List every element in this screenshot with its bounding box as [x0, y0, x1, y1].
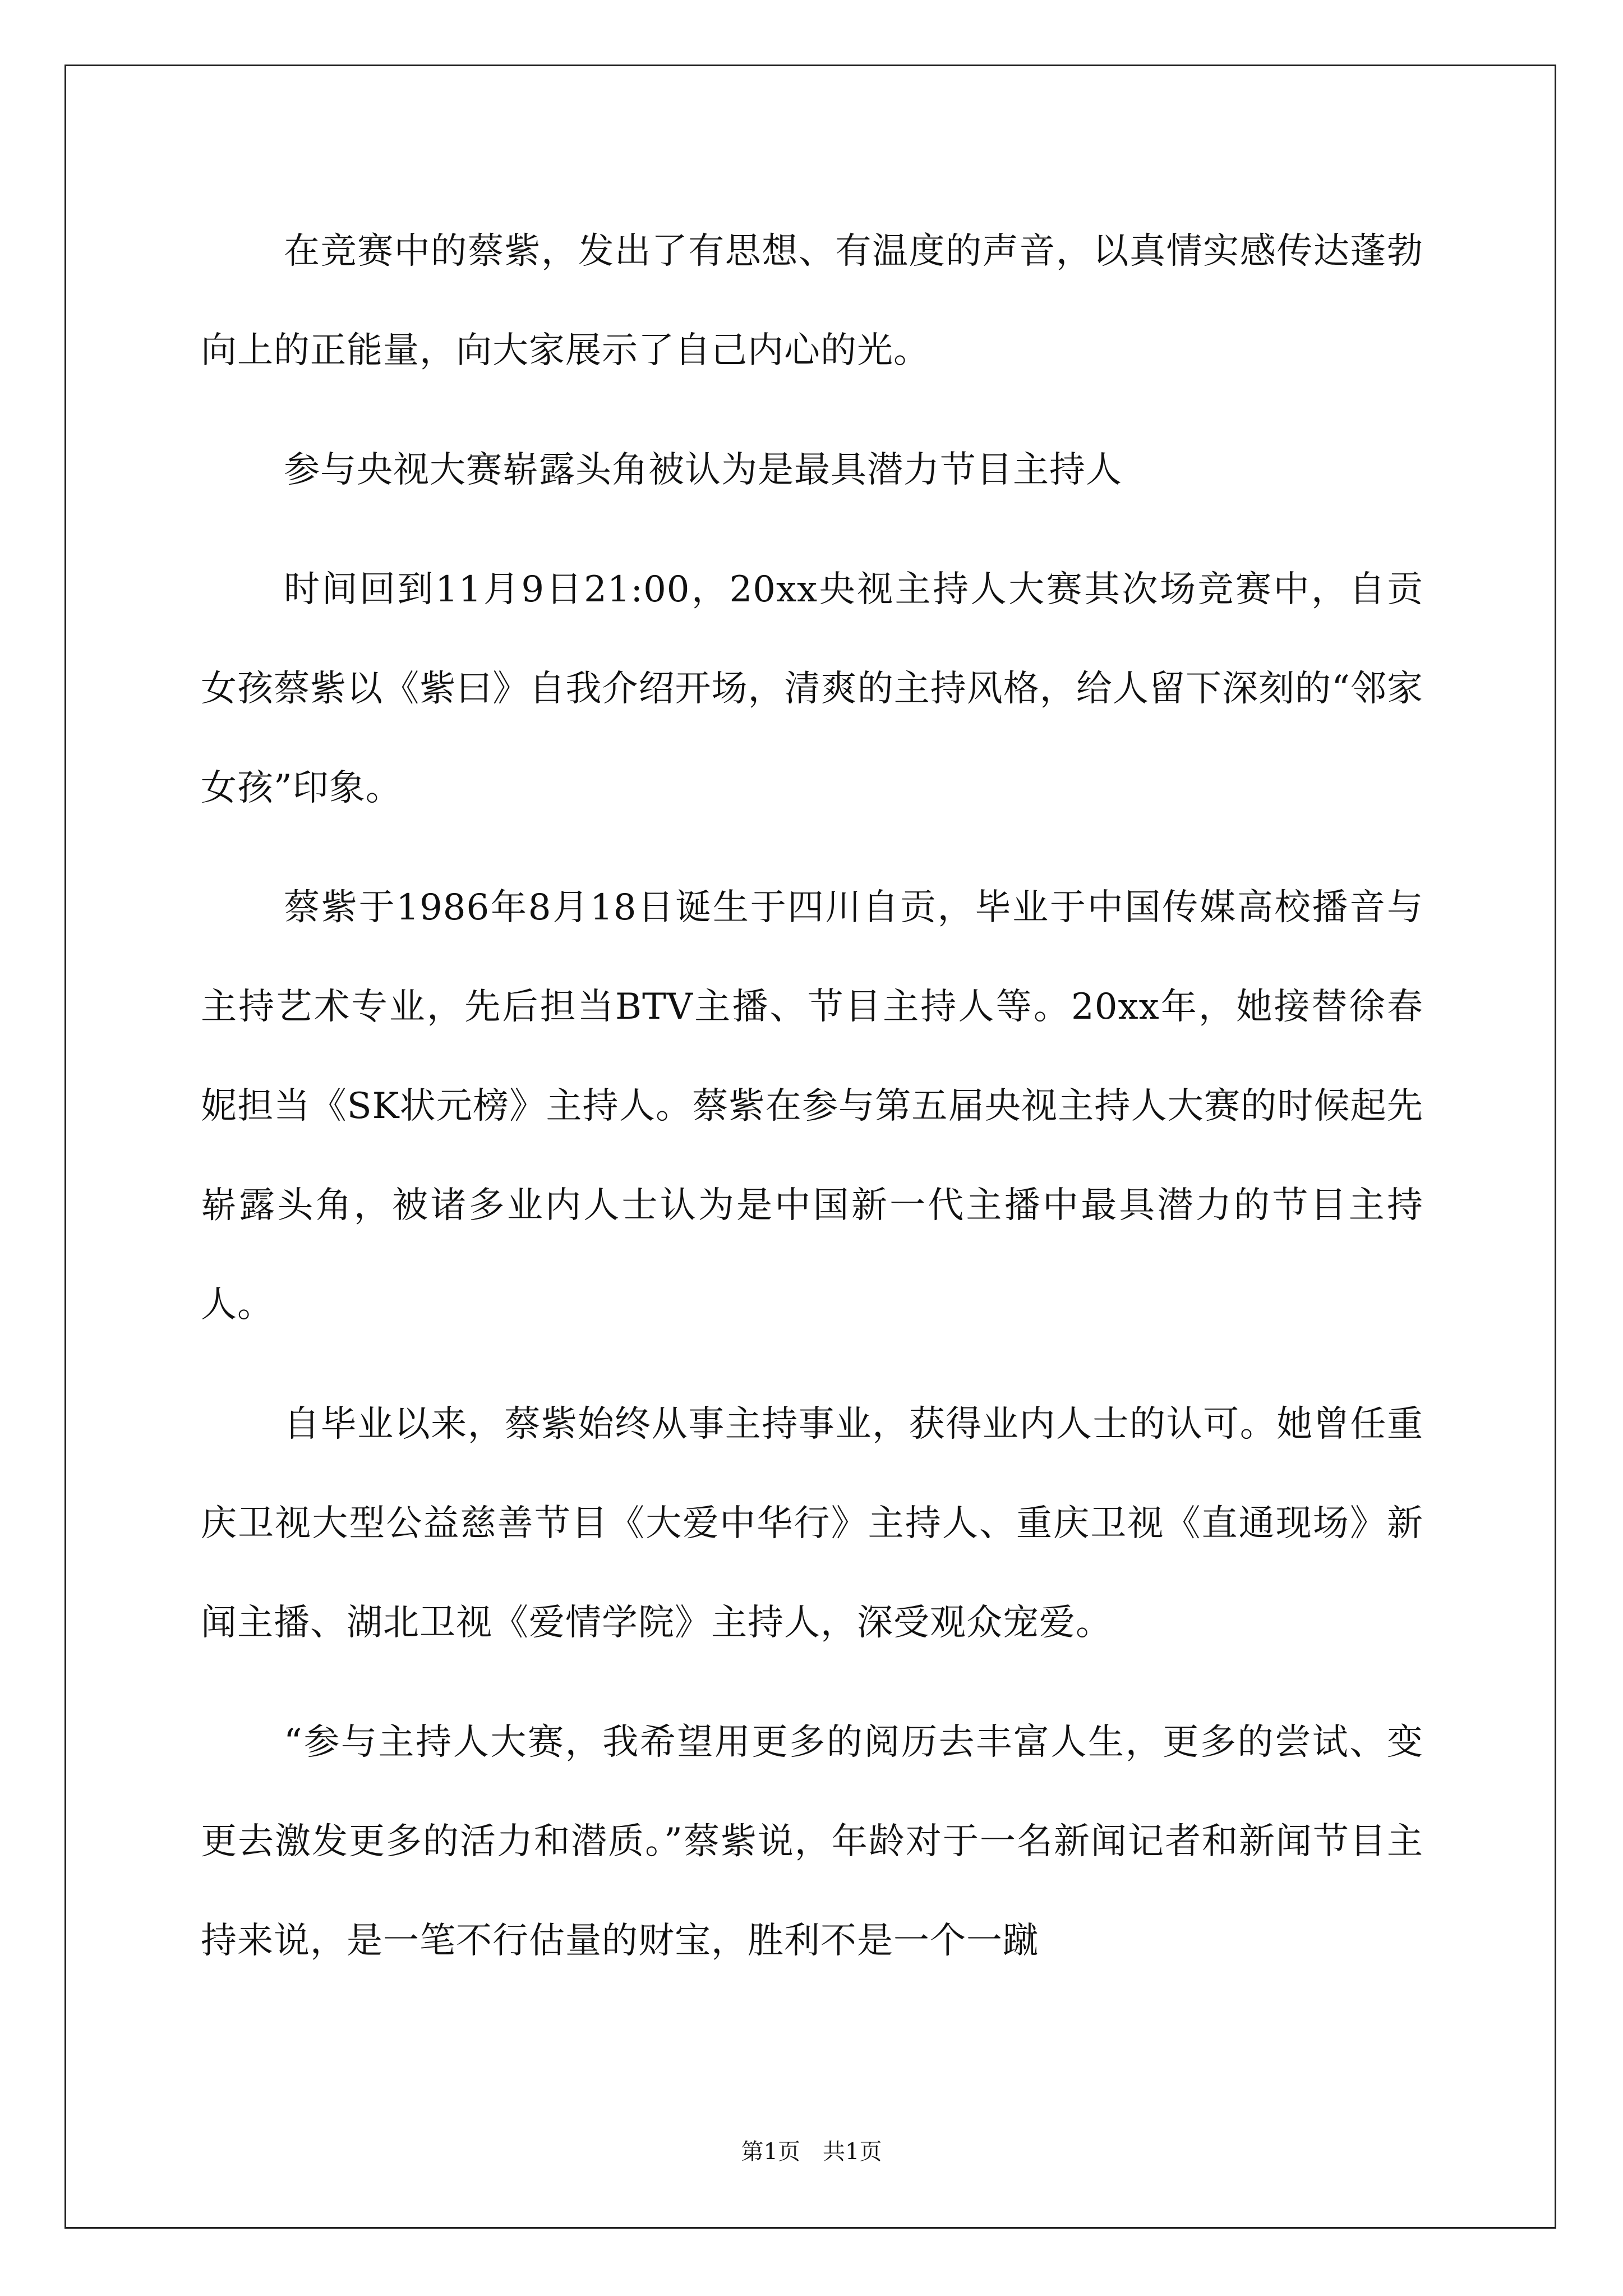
document-body [201, 202, 1423, 1991]
section-heading: 参与央视大赛崭露头角被认为是最具潜力节目主持人 [284, 449, 1122, 491]
paragraph-5: “参与主持人大赛，我希望用更多的阅历去丰富人生，更多的尝试、变更去激发更多的活力和潜质。”蔡紫说，年龄对于一名新闻记者和新闻节目主持来说，是一笔不行估量的财宝，胜利不是一个一蹴 [201, 1722, 1423, 1962]
paragraph-2: 时间回到11月9日21:00，20xx央视主持人大赛其次场竞赛中，自贡女孩蔡紫以《紫曰》自我介绍开场，清爽的主持风格，给人留下深刻的“邻家女孩”印象。 [201, 569, 1423, 809]
paragraph-4: 自毕业以来，蔡紫始终从事主持事业，获得业内人士的认可。她曾任重庆卫视大型公益慈善节目《大爱中华行》主持人、重庆卫视《直通现场》新闻主播、湖北卫视《爱情学院》主持人，深受观众宠爱。 [201, 1404, 1423, 1644]
page-footer: 第1页 共1页 [741, 2139, 882, 2165]
paragraph-1: 在竞赛中的蔡紫，发出了有思想、有温度的声音，以真情实感传达蓬勃向上的正能量，向大家展示了自己内心的光。 [201, 231, 1423, 371]
paragraph-3: 蔡紫于1986年8月18日诞生于四川自贡，毕业于中国传媒高校播音与主持艺术专业，先后担当BTV主播、节目主持人等。20xx年，她接替徐春妮担当《SK状元榜》主持人。蔡紫在参与第五届央视主持人大赛的时候起先崭露头角，被诸多业内人士认为是中国新一代主播中最具潜力的节目主持人。 [201, 887, 1423, 1326]
